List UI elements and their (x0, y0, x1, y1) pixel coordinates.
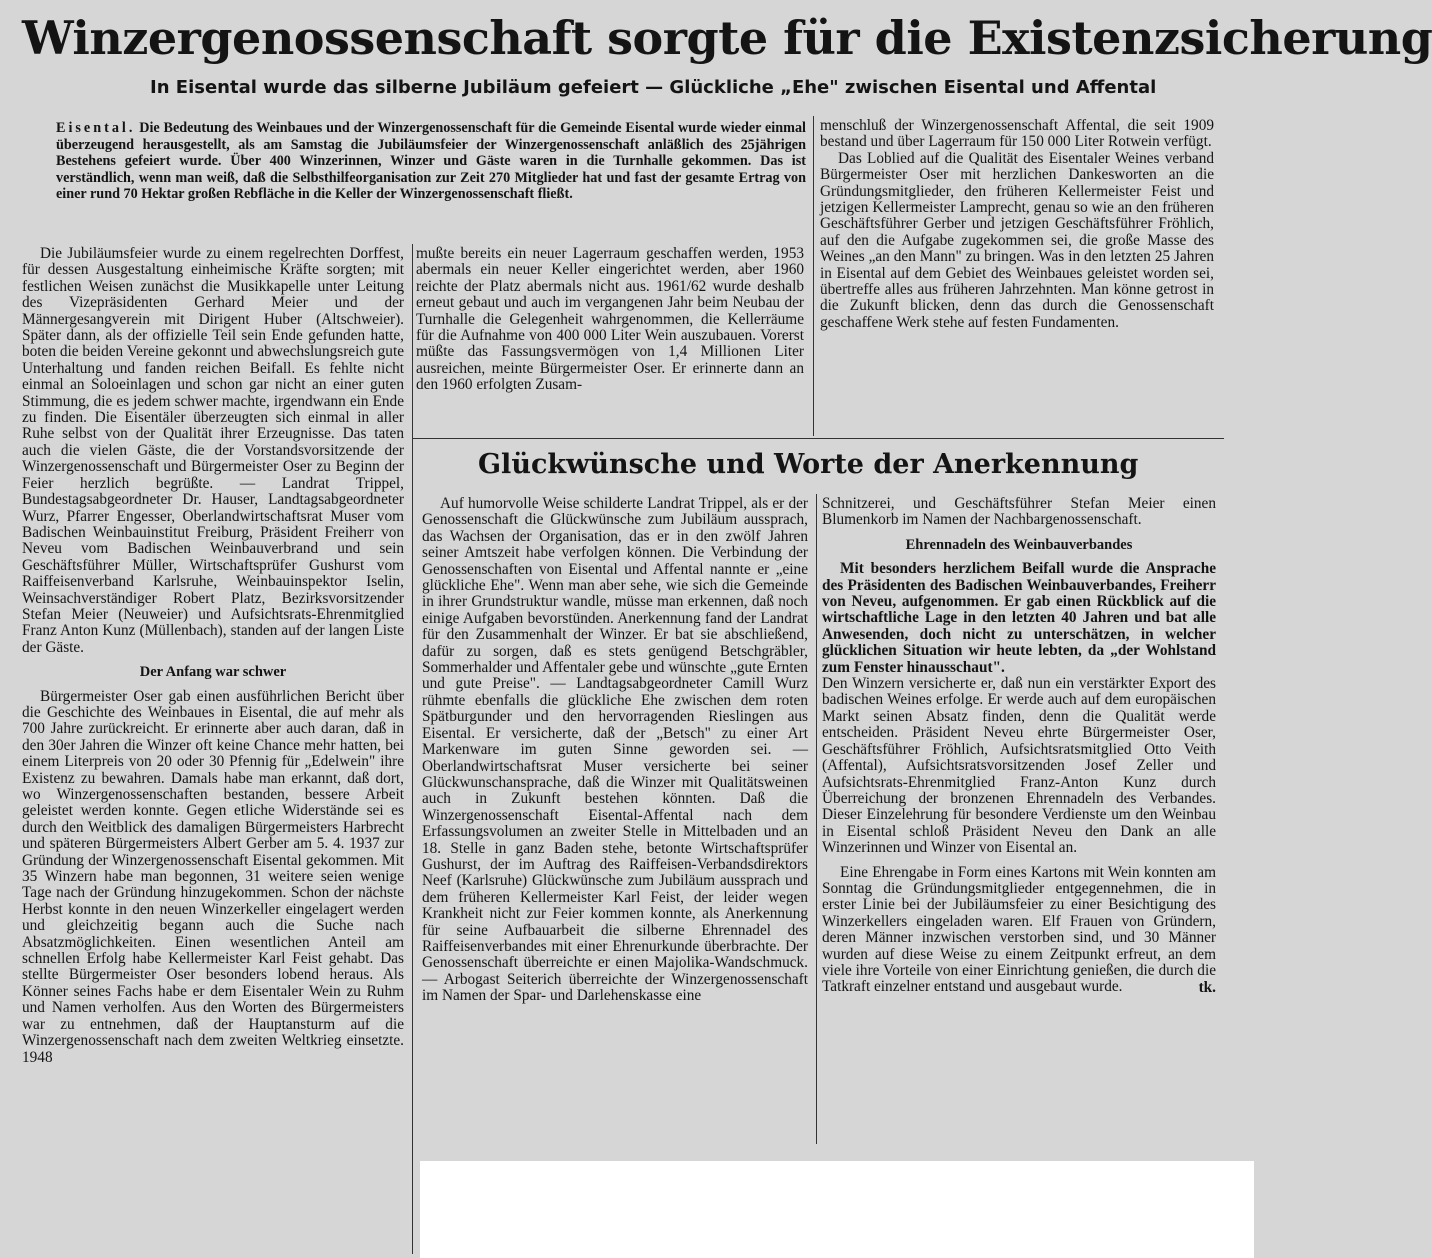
col1-paragraph-2: Bürgermeister Oser gab einen ausführlichen Bericht über die Geschichte des Weinbaues in Eisental, die auf mehr als 700 Jahre zurückreicht. Er erinnerte aber auch daran, daß in den 30er Jahren die Winzer oft keine Chance mehr hatten, bei einem Literpreis von 20 oder 30 Pfennig für „Edelwein" ihre Existenz zu bewahren. Damals habe man erkannt, daß dort, wo Winzergenossenschaften bestanden, bessere Arbeit geleistet werden konnte. Gegen etliche Widerstände sei es durch den Weitblick des damaligen Bürgermeisters Harbrecht und späteren Bürgermeisters Albert Gerber am 5. 4. 1937 zur Gründung der Winzergenossenschaft Eisental gekommen. Mit 35 Winzern habe man begonnen, 31 weitere seien wenige Tage nach der Gründung hinzugekommen. Schon der nächste Herbst konnte in den neuen Winzerkeller eingelagert werden und gleichzeitig begann auch die Suche nach Absatzmöglichkeiten. Einen wesentlichen Anteil am schnellen Erfolg habe Kellermeister Karl Feist gehabt. Das stellte Bürgermeister Oser besonders lobend heraus. Als Könner seines Fachs habe er dem Eisentaler Wein zu Ruhm und Namen verholfen. Aus den Worten des Bürgermeisters war zu entnehmen, daß der Hauptansturm auf die Winzergenossenschaft nach dem zweiten Weltkrieg einsetzte. 1948 (22, 687, 404, 1066)
section-title: Glückwünsche und Worte der Anerkennung (478, 449, 1139, 480)
subheadline: In Eisental wurde das silberne Jubiläum gefeiert — Glückliche „Ehe" zwischen Eisental und Affental (150, 77, 1157, 98)
col3-subheading: Ehrennadeln des Weinbauverbandes (905, 536, 1133, 553)
lead-dateline: Eisental. (56, 120, 136, 136)
column-divider-2 (816, 494, 817, 1144)
top-right-paragraph-2: Das Loblied auf die Qualität des Eisentaler Weines verband Bürgermeister Oser mit herzlichen Dankesworten an die Gründungsmitglieder, den früheren Kellermeister Feist und jetzigen Kellermeister Lamprecht, genau so wie an den früheren Geschäftsführer Gerber und jetzigen Geschäftsführer Fröhlich, auf den die Aufgabe zugekommen sei, die große Masse des Weines „an den Mann" zu bringen. Was in den letzten 25 Jahren in Eisental auf dem Gebiet des Weinbaues geleistet worden sei, übertreffe alles aus früheren Jahrzehnten. Man könne getrost in die Zukunft blicken, denn das durch die Genossenschaft geschaffene Werk stehe auf festen Fundamenten. (820, 149, 1214, 331)
top-right-column (820, 118, 1214, 434)
column-2-top (416, 246, 804, 432)
column-divider-1 (412, 244, 413, 1254)
col3-paragraph-2: Den Winzern versicherte er, daß nun ein verstärkter Export des badischen Weines erfolge. Er werde auch auf dem europäischen Markt seinen Absatz finden, denn die Qualität werde entscheiden. Präsident Neveu ehrte Bürgermeister Oser, Geschäftsführer Fröhlich, Aufsichtsratsmitglied Otto Veith (Affental), Aufsichtsratsvorsitzenden Josef Zeller und Aufsichtsrats-Ehrenmitglied Franz-Anton Kunz durch Überreichung der bronzenen Ehrennadeln des Verbandes. Dieser Einzelehrung für besondere Verdienste um den Weinbau in Eisental schloß Präsident Neveu den Dank an alle Winzerinnen und Winzer von Eisental an. (822, 675, 1216, 857)
col3-bold-paragraph: Mit besonders herzlichem Beifall wurde die Ansprache des Präsidenten des Badischen Weinbauverbandes, Freiherr von Neveu, aufgenommen. Er gab einen Rückblick auf die wirtschaftliche Lage in den letzten 40 Jahren und bat alle Anwesenden, doch nicht zu unterschätzen, in welcher glücklichen Situation wir heute lebten, da „der Wohlstand zum Fenster hinausschaut". (822, 560, 1216, 676)
column-2-bottom (422, 496, 808, 1144)
col2-top-paragraph: mußte bereits ein neuer Lagerraum geschaffen werden, 1953 abermals ein neuer Keller eingerichtet werden, aber 1960 reichte der Platz abermals nicht aus. 1961/62 wurde deshalb erneut gebaut und auch im vergangenen Jahr beim Neubau der Turnhalle die Gelegenheit wahrgenommen, die Kellerräume für die Aufnahme von 400 000 Liter Wein auszubauen. Vorerst müßte das Fassungsvermögen von 1,4 Millionen Liter ausreichen, meinte Bürgermeister Oser. Er erinnerte dann an den 1960 erfolgten Zusam- (416, 245, 804, 394)
col3-top-paragraph: Schnitzerei, und Geschäftsführer Stefan Meier einen Blumenkorb im Namen der Nachbargenossenschaft. (822, 495, 1216, 529)
lead-paragraph (56, 120, 806, 236)
column-divider-top (813, 116, 814, 436)
author-initials: tk. (1198, 978, 1216, 996)
lead-text: Die Bedeutung des Weinbaues und der Winzergenossenschaft für die Gemeinde Eisental wurde wieder einmal überzeugend herausgestellt, als am Samstag die Jubiläumsfeier der Winzergenossenschaft anläßlich des 25jährigen Bestehens gefeiert wurde. Über 400 Winzerinnen, Winzer und Gäste waren in die Turnhalle gekommen. Das ist verständlich, wenn man weiß, daß die Selbsthilfeorganisation zur Zeit 270 Mitglieder hat und fast der gesamte Ertrag von einer rund 70 Hektar großen Rebfläche in die Keller der Winzergenossenschaft fließt. (56, 120, 806, 202)
top-right-paragraph-1: menschluß der Winzergenossenschaft Affental, die seit 1909 bestand und über Lagerraum für 150 000 Liter Rotwein verfügt. (820, 117, 1214, 151)
col1-subheading: Der Anfang war schwer (139, 664, 287, 681)
blank-area (420, 1161, 1254, 1258)
section-rule (412, 438, 1224, 439)
col2-bottom-paragraph: Auf humorvolle Weise schilderte Landrat Trippel, als er der Genossenschaft die Glückwünsche zum Jubiläum aussprach, das Wachsen der Organisation, das er in den zwölf Jahren seiner Amtszeit habe verfolgen können. Die Verbindung der Genossenschaften von Eisental und Affental nannte er „eine glückliche Ehe". Wenn man aber sehe, wie sich die Gemeinde in ihrer Grundstruktur wandle, müsse man erkennen, daß noch einige Aufgaben bevorstünden. Anerkennung fand der Landrat für den Zusammenhalt der Winzer. Er bat sie abschließend, dafür zu sorgen, daß es stets genügend Betschgräbler, Sommerhalder und Affentaler gebe und wünschte „gute Ernten und gute Preise". — Landtagsabgeordneter Camill Wurz rühmte ebenfalls die glückliche Ehe zwischen dem roten Spätburgunder und den hervorragenden Rieslingen aus Eisental. Er versicherte, daß der „Betsch" zu einer Art Markenware im guten Sinne geworden sei. — Oberlandwirtschaftsrat Muser versicherte bei seiner Glückwunschansprache, daß die Winzer mit Qualitätsweinen auch in Zukunft bestehen könnten. Daß die Winzergenossenschaft Eisental-Affental nach dem Erfassungsvolumen an zweiter Stelle in Mittelbaden und an 18. Stelle in ganz Baden stehe, betonte Wirtschaftsprüfer Gushurst, der im Auftrag des Raiffeisen-Verbandsdirektors Neef (Karlsruhe) Glückwünsche zum Jubiläum aussprach und dem früheren Kellermeister Karl Feist, der leider wegen Krankheit nicht zur Feier kommen konnte, als Anerkennung für seine Aufbauarbeit die silberne Ehrennadel des Raiffeisenverbandes mit einer Ehrenurkunde überbrachte. Der Genossenschaft überreichte er einen Majolika-Wandschmuck. — Arbogast Seiterich überreichte der Winzergenossenschaft im Namen der Spar- und Darlehenskasse eine (422, 495, 808, 1005)
col1-paragraph-1: Die Jubiläumsfeier wurde zu einem regelrechten Dorffest, für dessen Ausgestaltung einheimische Kräfte sorgten; mit festlichen Weisen zunächst die Musikkapelle unter Leitung des Vizepräsidenten Gerhard Meier und der Männergesangverein mit Dirigent Huber (Altschweier). Später dann, als der offizielle Teil sein Ende gefunden hatte, boten die beiden Vereine gekonnt und abwechslungsreich gute Unterhaltung und fanden reichen Beifall. Es fehlte nicht einmal an Soloeinlagen und schon gar nicht an einer guten Stimmung, die es jedem schwer machte, irgendwann ein Ende zu finden. Die Eisentäler überzeugten sich einmal in aller Ruhe selbst von der Qualität ihrer Erzeugnisse. Das taten auch die vielen Gäste, die der Vorstandsvorsitzende der Winzergenossenschaft und Bürgermeister Oser zu Beginn der Feier herzlich begrüßte. — Landrat Trippel, Bundestagsabgeordneter Dr. Hauser, Landtagsabgeordneter Wurz, Pfarrer Engesser, Oberlandwirtschaftsrat Muser vom Badischen Weinbauinstitut Freiburg, Präsident Freiherr von Neveu vom Badischen Weinbauverbrand und sein Geschäftsführer Müller, Wirtschaftsprüfer Gushurst vom Raiffeisenverband Karlsruhe, Weinbauinspektor Iselin, Weinsachverständiger Robert Platz, Bezirksvorsitzender Stefan Meier (Neuweier) und Aufsichtsrats-Ehrenmitglied Franz Anton Kunz (Müllenbach), standen auf der langen Liste der Gäste. (22, 245, 404, 656)
headline: Winzergenossenschaft sorgte für die Existenzsicherung (22, 11, 1432, 65)
column-3-bottom (822, 496, 1216, 1144)
col3-paragraph-3: Eine Ehrengabe in Form eines Kartons mit Wein konnten am Sonntag die Gründungsmitglieder entgegennehmen, die in erster Linie bei der Jubiläumsfeier zu einer Besichtigung des Winzerkellers eingeladen waren. Elf Frauen von Gründern, deren Männer inzwischen verstorben sind, und 30 Männer wurden auf diese Weise zu einem Zeitpunkt erfreut, an dem viele ihre Vorteile von einer Einrichtung genießen, die durch die Tatkraft einzelner entstand und ausgebaut wurde. (822, 863, 1216, 996)
column-1 (22, 246, 404, 1246)
